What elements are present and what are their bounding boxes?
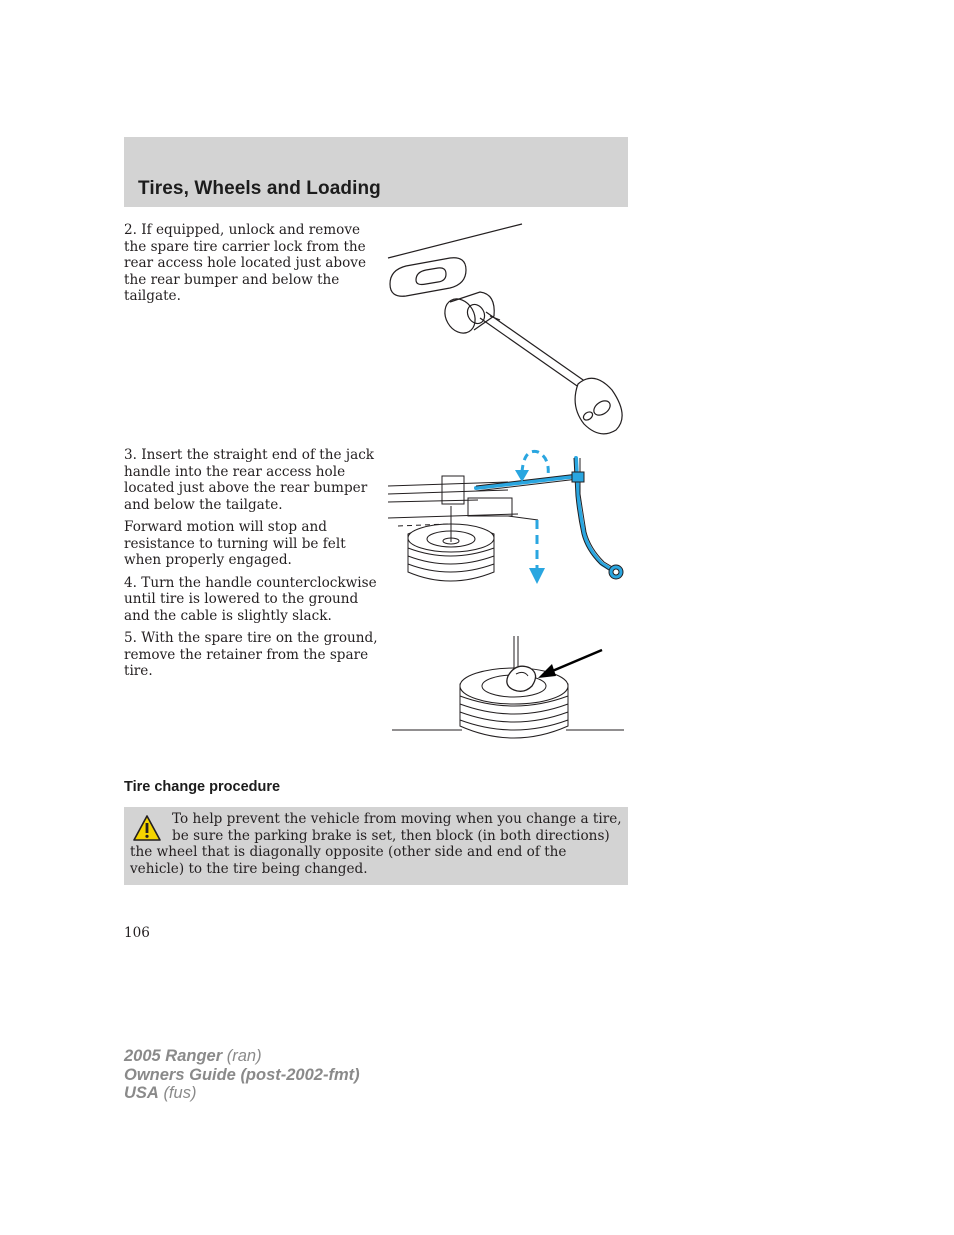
footer-line-3 (124, 1084, 360, 1103)
step-2-text (124, 222, 380, 311)
step-2-paragraph: 2. If equipped, unlock and remove the spare tire carrier lock from the rear access hole located just above the rear bumper and below the tailgate. (124, 222, 366, 304)
footer (124, 1047, 360, 1103)
retainer-removal-illustration (390, 632, 628, 744)
warning-box (124, 807, 628, 885)
jack-handle-illustration (388, 446, 628, 596)
step-5-paragraph: 5. With the spare tire on the ground, remove the retainer from the spare tire. (124, 630, 378, 679)
footer-line-1 (124, 1047, 360, 1066)
lock-removal-illustration (380, 220, 630, 440)
footer-guide: Owners Guide (post-2002-fmt) (124, 1065, 360, 1084)
footer-market: USA (124, 1084, 159, 1102)
steps-3-5-text (124, 447, 380, 686)
step-3-paragraph: 3. Insert the straight end of the jack handle into the rear access hole located just above the rear bumper and below the tailgate. (124, 447, 375, 513)
step-3-note: Forward motion will stop and resistance to turning will be felt when properly engaged. (124, 519, 346, 568)
procedure-heading: Tire change procedure (124, 779, 281, 795)
footer-model-code: (ran) (226, 1047, 262, 1065)
page-number: 106 (124, 925, 150, 941)
warning-text: To help prevent the vehicle from moving when you change a tire, be sure the parking brake is set, then block (in both directions) the wheel that is diagonally opposite (other side and end of the vehicle) to the tire being changed. (130, 811, 622, 877)
footer-market-code: (fus) (163, 1084, 197, 1102)
section-title: Tires, Wheels and Loading (138, 178, 381, 199)
footer-model: 2005 Ranger (124, 1047, 223, 1065)
footer-line-2 (124, 1066, 360, 1085)
step-4-paragraph: 4. Turn the handle counterclockwise until tire is lowered to the ground and the cable is slightly slack. (124, 574, 377, 624)
